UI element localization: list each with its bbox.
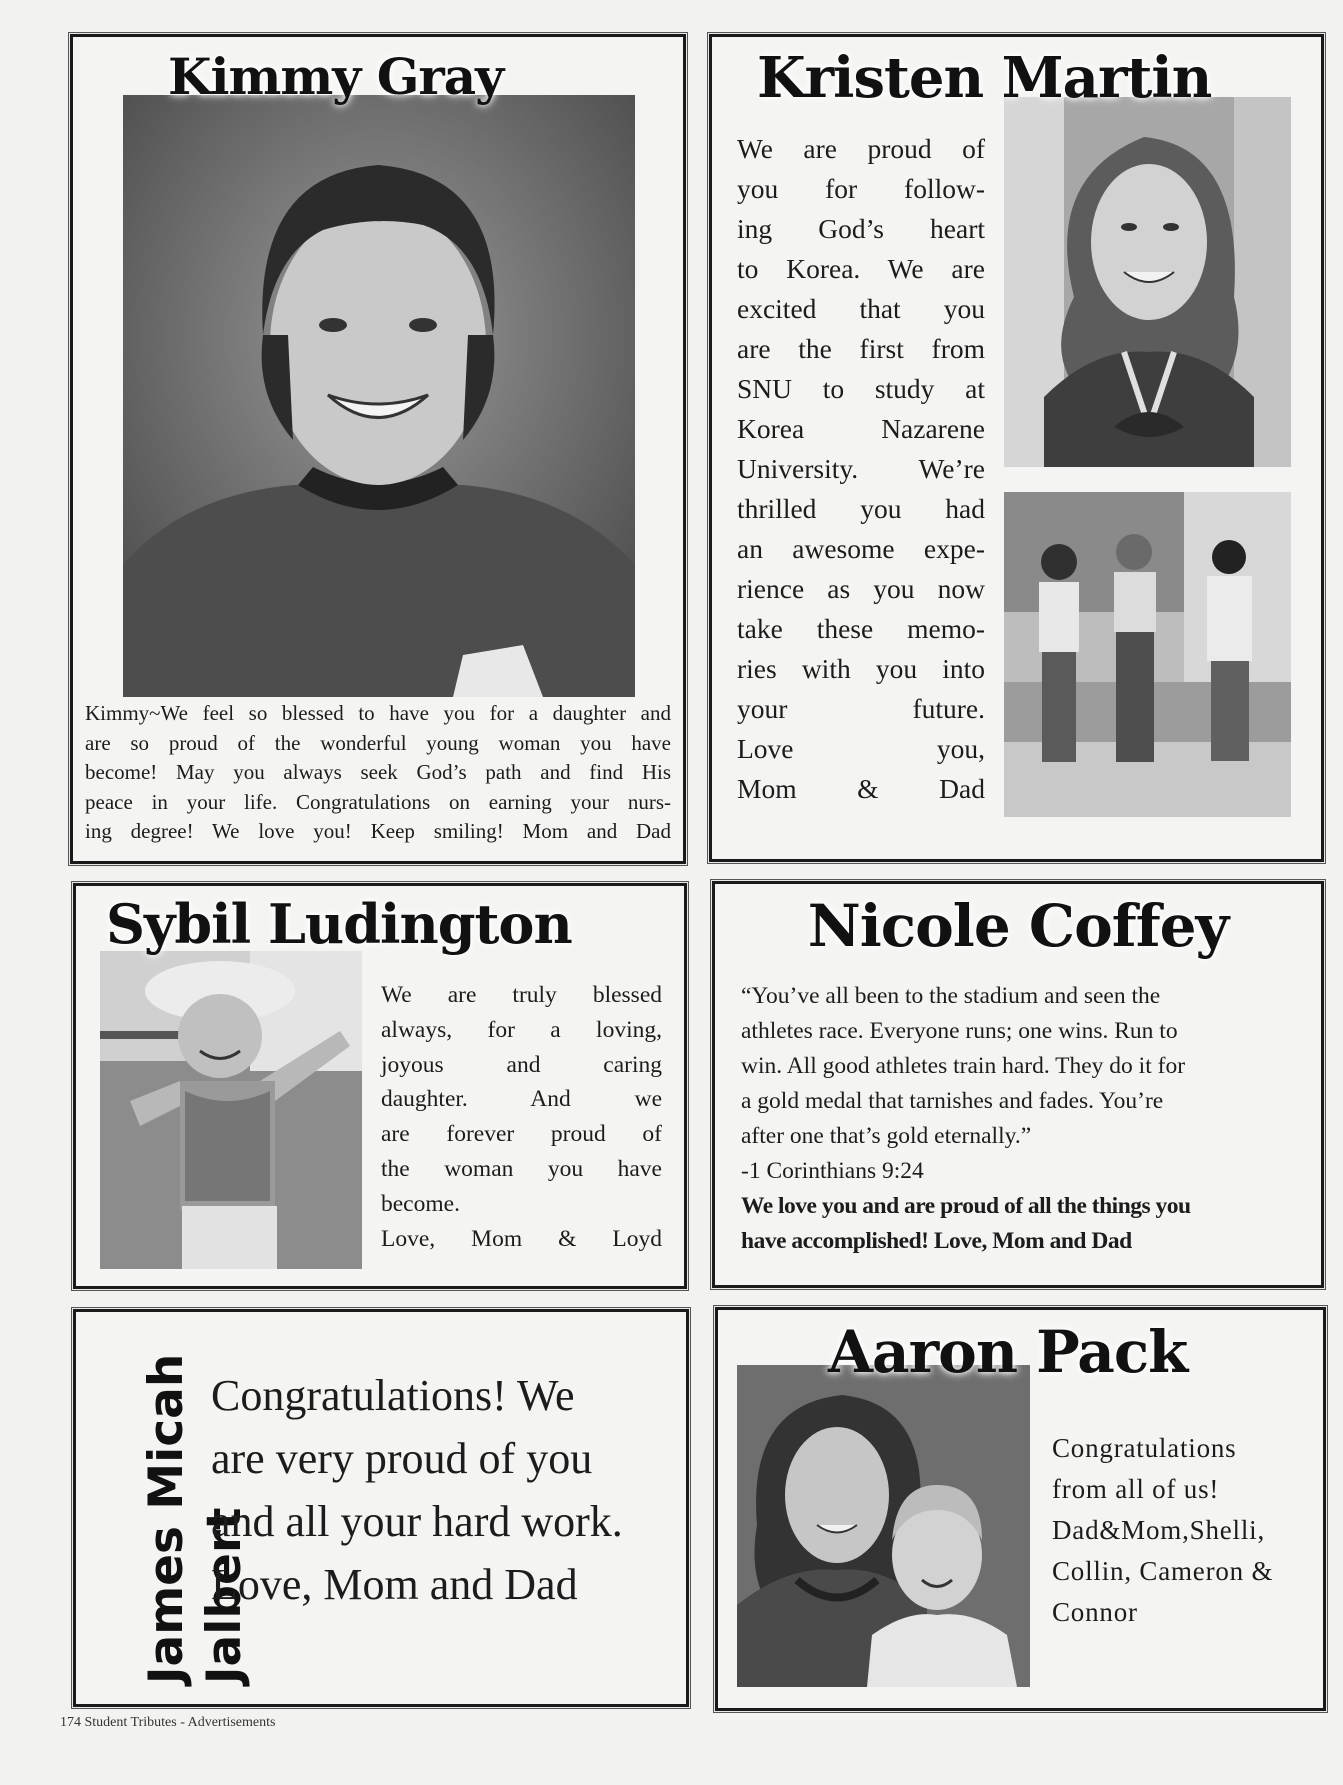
- james-message-line: and all your hard work.: [211, 1497, 623, 1546]
- sybil-child-photo: [100, 951, 362, 1269]
- kimmy-name-heading: Kimmy Gray: [168, 47, 504, 106]
- kristen-message-line: an awesome expe-: [737, 533, 985, 564]
- kristen-name-heading: Kristen Martin: [757, 45, 1212, 111]
- kristen-message-line: take these memo-: [737, 613, 985, 644]
- sybil-message-line: become.: [381, 1190, 460, 1217]
- kimmy-message-line: become! May you always seek God’s path and find His: [85, 760, 671, 784]
- nicole-name-heading: Nicole Coffey: [807, 892, 1229, 960]
- nicole-verse-line: “You’ve all been to the stadium and seen the: [741, 983, 1161, 1009]
- kimmy-message: [85, 699, 671, 847]
- james-name-line: Jalbert: [197, 1507, 252, 1684]
- page-footer: 174 Student Tributes - Advertisements: [60, 1715, 276, 1730]
- aaron-name-heading: Aaron Pack: [828, 1318, 1188, 1386]
- aaron-message-line: Congratulations: [1052, 1433, 1237, 1463]
- sybil-message-line: the woman you have: [381, 1155, 662, 1182]
- kristen-message-line: to Korea. We are: [737, 253, 985, 284]
- kristen-message-line: Mom & Dad: [737, 773, 985, 804]
- aaron-message-line: Connor: [1052, 1597, 1138, 1627]
- james-message: [211, 1364, 666, 1616]
- nicole-verse-line: a gold medal that tarnishes and fades. You’re: [741, 1088, 1164, 1114]
- kristen-message-line: excited that you: [737, 293, 985, 324]
- kristen-message-line: you for follow-: [737, 173, 985, 204]
- kristen-message-line: ing God’s heart: [737, 213, 985, 244]
- kristen-portrait-photo: [1004, 97, 1291, 467]
- aaron-message-line: Dad&Mom,Shelli,: [1052, 1515, 1265, 1545]
- james-name-line: James Micah: [139, 1353, 194, 1684]
- kristen-message-line: SNU to study at: [737, 373, 985, 404]
- sybil-message-line: are forever proud of: [381, 1121, 662, 1148]
- sybil-message-line: always, for a loving,: [381, 1016, 662, 1043]
- kristen-message-line: Love you,: [737, 733, 985, 764]
- james-message-line: Congratulations! We: [211, 1371, 575, 1420]
- tribute-kristen-martin: [709, 34, 1324, 862]
- nicole-message-line: have accomplished! Love, Mom and Dad: [741, 1228, 1132, 1254]
- aaron-message: [1052, 1428, 1308, 1633]
- nicole-verse-reference: -1 Corinthians 9:24: [741, 1158, 924, 1184]
- nicole-verse-line: win. All good athletes train hard. They do it for: [741, 1053, 1186, 1079]
- tribute-aaron-pack: [715, 1307, 1326, 1711]
- tribute-sybil-ludington: [73, 883, 687, 1289]
- sybil-message-line: daughter. And we: [381, 1086, 662, 1113]
- nicole-verse-line: after one that’s gold eternally.”: [741, 1123, 1032, 1149]
- sybil-message: [381, 978, 662, 1256]
- tribute-nicole-coffey: [712, 881, 1324, 1288]
- tribute-james-micah-jalbert: [73, 1309, 689, 1707]
- aaron-message-line: Collin, Cameron &: [1052, 1556, 1274, 1586]
- kristen-message-line: We are proud of: [737, 133, 985, 164]
- kristen-message-line: ries with you into: [737, 653, 985, 684]
- kristen-message-line: University. We’re: [737, 453, 985, 484]
- kristen-group-photo: [1004, 492, 1291, 817]
- kristen-message-line: are the first from: [737, 333, 985, 364]
- kimmy-portrait-photo: [123, 95, 635, 697]
- kristen-message-line: rience as you now: [737, 573, 985, 604]
- kristen-message-line: thrilled you had: [737, 493, 985, 524]
- aaron-family-photo: [737, 1365, 1030, 1687]
- nicole-message-line: We love you and are proud of all the things you: [741, 1193, 1191, 1219]
- tribute-kimmy-gray: [70, 34, 686, 864]
- sybil-message-line: Love, Mom & Loyd: [381, 1225, 662, 1252]
- kimmy-message-line: peace in your life. Congratulations on earning your nurs-: [85, 789, 671, 814]
- aaron-message-line: from all of us!: [1052, 1474, 1220, 1504]
- nicole-message: [741, 979, 1299, 1259]
- james-message-line: are very proud of you: [211, 1434, 593, 1483]
- james-message-line: Love, Mom and Dad: [211, 1560, 578, 1609]
- nicole-verse-line: athletes race. Everyone runs; one wins. Run to: [741, 1018, 1178, 1044]
- kimmy-message-line: are so proud of the wonderful young woman you have: [85, 730, 671, 755]
- kristen-message: [737, 129, 985, 809]
- sybil-name-heading: Sybil Ludington: [106, 892, 572, 956]
- kimmy-message-line: Kimmy~We feel so blessed to have you for a daughter and: [85, 701, 671, 725]
- kimmy-message-line: ing degree! We love you! Keep smiling! Mom and Dad: [85, 819, 671, 843]
- kristen-message-line: Korea Nazarene: [737, 413, 985, 444]
- sybil-message-line: We are truly blessed: [381, 982, 662, 1008]
- sybil-message-line: joyous and caring: [381, 1051, 662, 1078]
- kristen-message-line: your future.: [737, 693, 985, 724]
